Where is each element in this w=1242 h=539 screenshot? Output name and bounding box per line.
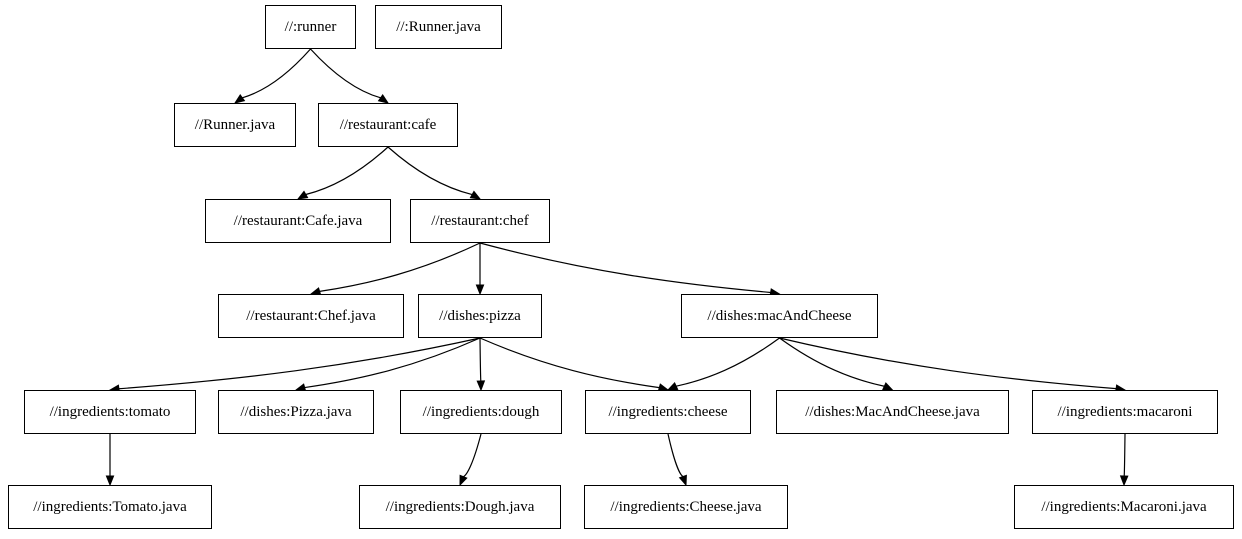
graph-node-pizza_java[interactable] [218,390,374,434]
graph-edge-arrowhead-icon [470,191,480,199]
graph-edge-chef-to-macandcheese [480,243,771,292]
graph-node-macandcheese_java[interactable] [776,390,1009,434]
graph-node-label: //:runner [284,18,337,35]
graph-edge-runner-to-runner_java [242,49,310,98]
graph-node-label: //Runner.java [194,116,276,133]
graph-edge-macandcheese-to-macandcheese_java [780,338,885,386]
graph-edge-arrowhead-icon [460,475,467,485]
graph-edge-arrowhead-icon [476,285,483,294]
graph-node-tomato_java[interactable] [8,485,212,529]
graph-edge-pizza-to-tomato [119,338,480,389]
graph-node-chef_java[interactable] [218,294,404,338]
graph-edge-arrowhead-icon [680,475,687,485]
graph-node-macaroni_java[interactable] [1014,485,1234,529]
graph-node-label: //restaurant:Chef.java [246,307,376,324]
graph-edge-arrowhead-icon [477,381,484,390]
graph-node-label: //dishes:macAndCheese [707,307,852,324]
graph-edge-macandcheese-to-cheese [676,338,779,386]
graph-node-label: //restaurant:cafe [339,116,437,133]
graph-node-runner_java_root[interactable] [375,5,502,49]
graph-node-runner[interactable] [265,5,356,49]
graph-node-dough[interactable] [400,390,562,434]
graph-edge-cheese-to-cheese_java [668,434,683,477]
graph-edge-arrowhead-icon [235,95,244,103]
graph-node-label: //dishes:MacAndCheese.java [805,403,980,420]
graph-node-label: //ingredients:Tomato.java [33,498,187,515]
graph-edge-macandcheese-to-macaroni [780,338,1117,389]
graph-node-cafe[interactable] [318,103,458,147]
graph-node-label: //ingredients:Cheese.java [610,498,762,515]
graph-node-label: //restaurant:chef [431,212,529,229]
graph-node-label: //ingredients:dough [422,403,540,420]
graph-edge-pizza-to-cheese [480,338,659,388]
graph-node-macandcheese[interactable] [681,294,878,338]
graph-node-macaroni[interactable] [1032,390,1218,434]
graph-edge-macaroni-to-macaroni_java [1124,434,1125,476]
graph-node-label: //ingredients:macaroni [1057,403,1193,420]
graph-edge-arrowhead-icon [883,383,893,390]
graph-node-label: //restaurant:Cafe.java [233,212,363,229]
graph-node-runner_java[interactable] [174,103,296,147]
graph-node-cafe_java[interactable] [205,199,391,243]
graph-node-label: //ingredients:Dough.java [385,498,535,515]
graph-node-tomato[interactable] [24,390,196,434]
graph-node-label: //ingredients:tomato [49,403,171,420]
graph-node-chef[interactable] [410,199,550,243]
graph-node-label: //:Runner.java [396,18,481,35]
graph-node-pizza[interactable] [418,294,542,338]
graph-node-label: //ingredients:Macaroni.java [1041,498,1207,515]
graph-edge-pizza-to-dough [480,338,481,381]
graph-edge-arrowhead-icon [668,383,678,390]
graph-edge-cafe-to-cafe_java [306,147,388,194]
graph-node-label: //dishes:Pizza.java [240,403,352,420]
graph-edge-dough-to-dough_java [463,434,481,477]
graph-node-cheese_java[interactable] [584,485,788,529]
graph-edge-arrowhead-icon [298,191,308,199]
graph-node-label: //dishes:pizza [439,307,521,324]
graph-edge-runner-to-cafe [311,49,381,98]
graph-edge-arrowhead-icon [379,95,388,103]
graph-edge-chef-to-chef_java [320,243,480,291]
graph-node-cheese[interactable] [585,390,751,434]
graph-edge-cafe-to-chef [388,147,472,195]
graph-edge-arrowhead-icon [106,476,113,485]
graph-node-dough_java[interactable] [359,485,561,529]
graph-node-label: //ingredients:cheese [608,403,728,420]
graph-edge-arrowhead-icon [1121,476,1128,485]
graph-edge-pizza-to-pizza_java [305,338,480,388]
